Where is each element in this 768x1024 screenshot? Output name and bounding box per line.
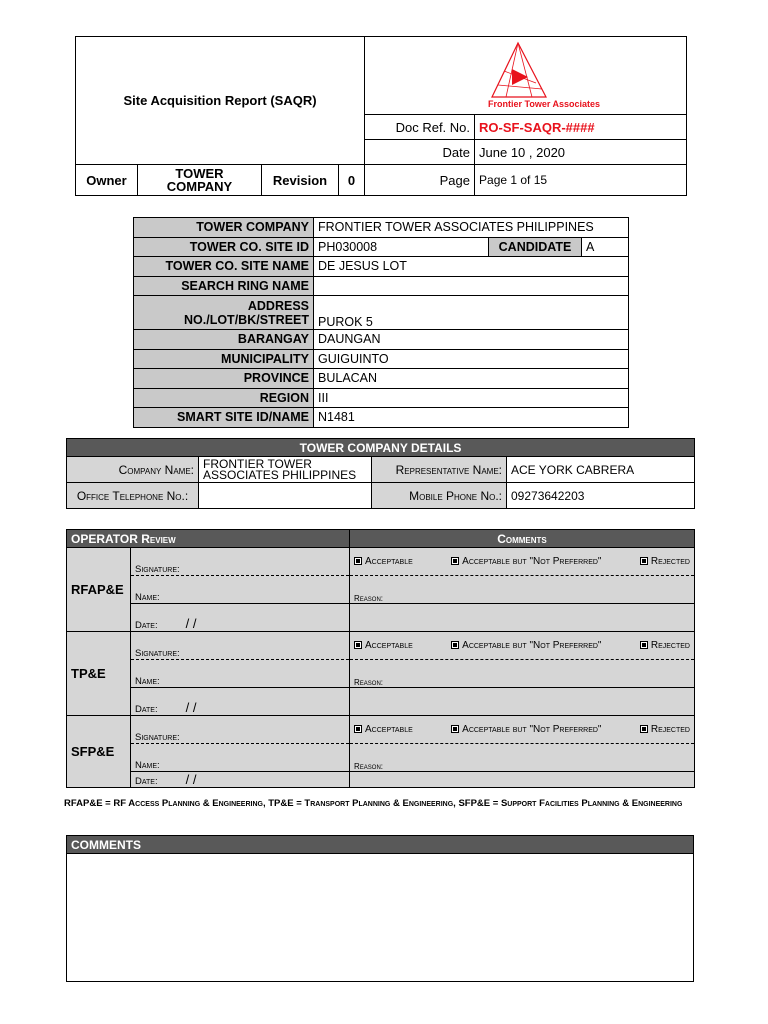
option-not-preferred[interactable] [451, 640, 601, 651]
section-heading: TOWER COMPANY DETAILS [67, 439, 695, 457]
checkbox-icon [640, 557, 648, 565]
name-label: Name: [135, 760, 160, 771]
date-value: June 10 , 2020 [475, 140, 687, 165]
doc-ref-value: RO-SF-SAQR-#### [475, 115, 687, 140]
address-label-line1: ADDRESS [247, 298, 309, 313]
mobile-phone-label: Mobile Phone No.: [372, 483, 507, 509]
tower-company-label: TOWER COMPANY [134, 218, 314, 238]
option-label: Acceptable [365, 556, 413, 567]
date-label: Date: [135, 620, 158, 631]
option-label: Rejected [650, 556, 690, 567]
date-label: Date: [135, 776, 158, 787]
doc-ref-label: Doc Ref. No. [365, 115, 475, 140]
triangle-logo-icon [446, 39, 606, 109]
province-value: BULACAN [314, 369, 629, 389]
document-header [75, 36, 687, 196]
representative-value: ACE YORK CABRERA [507, 457, 695, 483]
name-field[interactable] [131, 744, 350, 772]
smart-site-label: SMART SITE ID/NAME [134, 408, 314, 428]
option-label: Acceptable [365, 640, 413, 651]
reason-continuation[interactable] [350, 604, 695, 632]
office-telephone-label: Office Telephone No.: [67, 483, 199, 509]
checkbox-icon [451, 641, 459, 649]
abbreviation-legend: RFAP&E = RF Access Planning & Engineering, TP&E = Transport Planning & Engineering, SFP&E = Support Facilities Planning & Engineering [64, 798, 683, 809]
barangay-label: BARANGAY [134, 330, 314, 350]
operator-review-heading: OPERATOR Review [67, 530, 350, 548]
site-name-value: DE JESUS LOT [314, 257, 629, 277]
address-label [134, 296, 314, 330]
signature-field[interactable] [131, 632, 350, 660]
search-ring-value [314, 276, 629, 296]
group-label: SFP&E [67, 716, 131, 788]
option-not-preferred[interactable] [451, 556, 601, 567]
date-label: Date [365, 140, 475, 165]
comments-section [66, 835, 694, 982]
option-label: Acceptable but "Not Preferred" [462, 640, 602, 651]
comments-heading: Comments [350, 530, 695, 548]
company-name-label: Company Name: [67, 457, 199, 483]
logo-text: Frontier Tower Associates [487, 99, 600, 109]
reason-continuation[interactable] [350, 772, 695, 788]
signature-label: Signature: [135, 648, 180, 659]
date-field[interactable] [131, 604, 350, 632]
date-slashes: / / [185, 772, 197, 787]
smart-site-value: N1481 [314, 408, 629, 428]
name-label: Name: [135, 592, 160, 603]
revision-value: 0 [339, 165, 365, 196]
owner-value: TOWER COMPANY [138, 165, 262, 196]
address-value: PUROK 5 [314, 296, 629, 330]
group-label: TP&E [67, 632, 131, 716]
barangay-value: DAUNGAN [314, 330, 629, 350]
page-label: Page [365, 165, 475, 196]
option-acceptable[interactable] [354, 724, 413, 735]
site-id-value: PH030008 [314, 237, 489, 257]
name-field[interactable] [131, 660, 350, 688]
checkbox-icon [354, 557, 362, 565]
name-field[interactable] [131, 576, 350, 604]
checkbox-icon [640, 725, 648, 733]
representative-label: Representative Name: [372, 457, 507, 483]
revision-label: Revision [262, 165, 339, 196]
checkbox-icon [640, 641, 648, 649]
reason-field[interactable] [350, 576, 695, 604]
option-not-preferred[interactable] [451, 724, 601, 735]
checkbox-icon [354, 641, 362, 649]
checkbox-icon [451, 725, 459, 733]
reason-label: Reason: [354, 594, 384, 603]
decision-options [350, 548, 695, 576]
option-acceptable[interactable] [354, 640, 413, 651]
company-name-line1: FRONTIER TOWER [203, 456, 312, 471]
signature-field[interactable] [131, 548, 350, 576]
search-ring-label: SEARCH RING NAME [134, 276, 314, 296]
office-telephone-value [199, 483, 372, 509]
address-label-line2: NO./LOT/BK/STREET [184, 312, 309, 327]
comments-section-heading: COMMENTS [67, 836, 694, 854]
company-logo [365, 37, 687, 115]
signature-label: Signature: [135, 564, 180, 575]
option-rejected[interactable] [640, 556, 690, 567]
comments-textarea[interactable] [67, 854, 694, 982]
date-field[interactable] [131, 772, 350, 788]
site-info-table [133, 217, 629, 428]
decision-options [350, 716, 695, 744]
region-label: REGION [134, 388, 314, 408]
group-label: RFAP&E [67, 548, 131, 632]
option-label: Acceptable but "Not Preferred" [462, 724, 602, 735]
checkbox-icon [354, 725, 362, 733]
site-name-label: TOWER CO. SITE NAME [134, 257, 314, 277]
page-value: Page 1 of 15 [475, 165, 687, 196]
province-label: PROVINCE [134, 369, 314, 389]
reason-label: Reason: [354, 678, 384, 687]
tower-company-value: FRONTIER TOWER ASSOCIATES PHILIPPINES [314, 218, 629, 238]
date-field[interactable] [131, 688, 350, 716]
reason-label: Reason: [354, 762, 384, 771]
option-label: Acceptable but "Not Preferred" [462, 556, 602, 567]
option-label: Rejected [650, 640, 690, 651]
reason-continuation[interactable] [350, 688, 695, 716]
option-rejected[interactable] [640, 724, 690, 735]
company-name-line2: ASSOCIATES PHILIPPINES [203, 467, 357, 482]
candidate-label: CANDIDATE [489, 237, 582, 257]
checkbox-icon [451, 557, 459, 565]
option-label: Acceptable [365, 724, 413, 735]
signature-field[interactable] [131, 716, 350, 744]
date-label: Date: [135, 704, 158, 715]
name-label: Name: [135, 676, 160, 687]
reason-field[interactable] [350, 660, 695, 688]
option-label: Rejected [650, 724, 690, 735]
reason-field[interactable] [350, 744, 695, 772]
region-value: III [314, 388, 629, 408]
date-slashes: / / [185, 616, 197, 631]
document-title: Site Acquisition Report (SAQR) [76, 37, 365, 165]
option-acceptable[interactable] [354, 556, 413, 567]
option-rejected[interactable] [640, 640, 690, 651]
company-name-value [199, 457, 372, 483]
tower-company-details [66, 438, 695, 509]
signature-label: Signature: [135, 732, 180, 743]
mobile-phone-value: 09273642203 [507, 483, 695, 509]
decision-options [350, 632, 695, 660]
owner-label: Owner [76, 165, 138, 196]
candidate-value: A [582, 237, 629, 257]
municipality-label: MUNICIPALITY [134, 349, 314, 369]
site-id-label: TOWER CO. SITE ID [134, 237, 314, 257]
date-slashes: / / [185, 700, 197, 715]
municipality-value: GUIGUINTO [314, 349, 629, 369]
operator-review-table [66, 529, 695, 788]
